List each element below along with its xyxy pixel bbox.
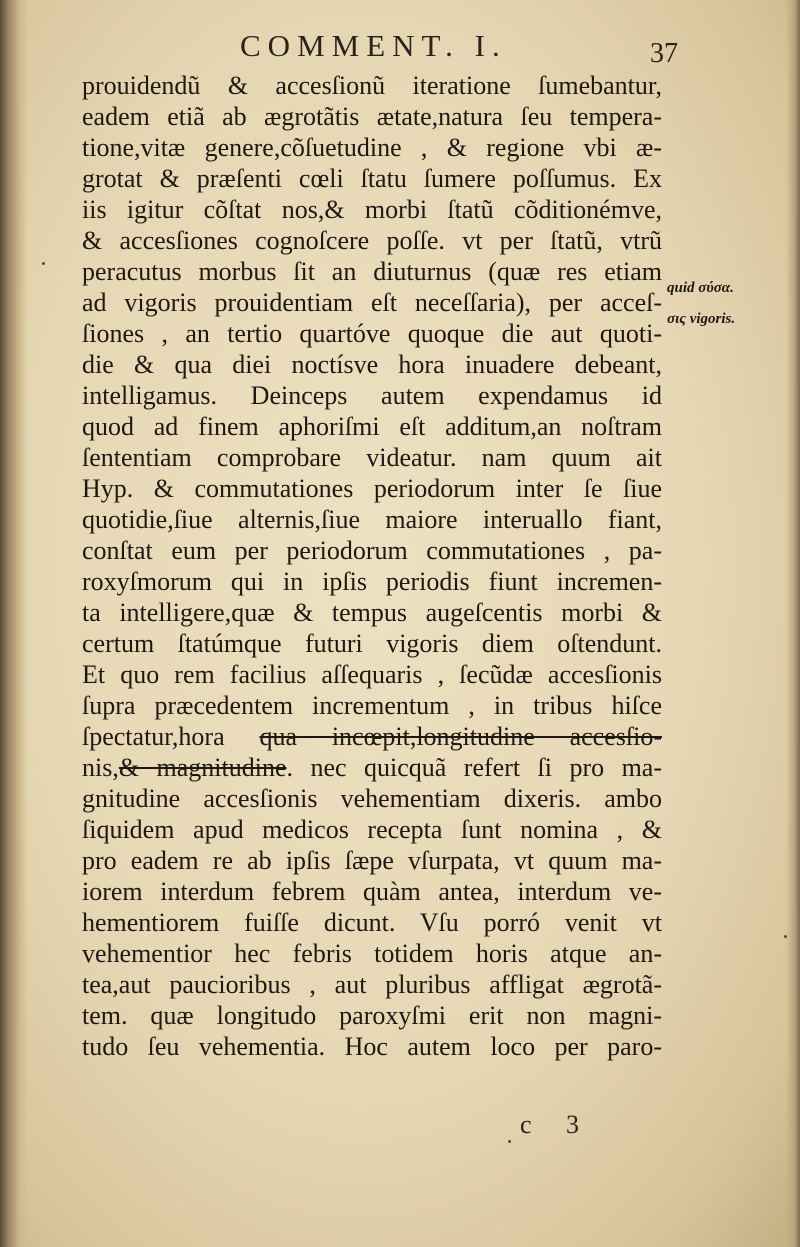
page-edge xyxy=(786,0,800,1247)
text-line: tione,vitæ genere,cõſuetudine , & regione vbi æ- xyxy=(82,133,662,162)
text-line: tea,aut paucioribus , aut pluribus affligat ægrotã- xyxy=(82,970,662,999)
text-segment: ſpectatur,hora xyxy=(82,722,260,751)
running-head: COMMENT. I. xyxy=(240,28,507,63)
text-line: ſententiam comprobare videatur. nam quum ait xyxy=(82,443,662,472)
text-line: die & qua diei noctísve hora inuadere debeant, xyxy=(82,350,662,379)
text-line: iis igitur cõſtat nos,& morbi ſtatũ cõditionémve, xyxy=(82,195,662,224)
text-line: pro eadem re ab ipſis ſæpe vſurpata, vt quum ma- xyxy=(82,846,662,875)
text-line: ad vigoris prouidentiam eſt neceſſaria), per acceſ- xyxy=(82,288,662,317)
text-segment: . nec quicquã refert ſi pro ma- xyxy=(286,753,662,782)
text-line: Hyp. & commutationes periodorum inter ſe ſiue xyxy=(82,474,662,503)
text-line: quotidie,ſiue alternis,ſiue maiore interuallo fiant, xyxy=(82,505,662,534)
text-line: ſiquidem apud medicos recepta ſunt nomina , & xyxy=(82,815,662,844)
text-line: ta intelligere,quæ & tempus augeſcentis morbi & xyxy=(82,598,662,627)
ink-speck xyxy=(784,935,787,938)
page-number: 37 xyxy=(650,38,678,69)
text-line: intelligamus. Deinceps autem expendamus id xyxy=(82,381,662,410)
text-body xyxy=(82,70,662,1062)
text-line: iorem interdum febrem quàm antea, interdum ve- xyxy=(82,877,662,906)
struck-text: & magnitudine xyxy=(118,753,287,782)
margin-note: quid σύσα. xyxy=(667,280,734,296)
text-line: gnitudine accesſionis vehementiam dixeris. ambo xyxy=(82,784,662,813)
text-line: Et quo rem facilius aſſequaris , ſecũdæ accesſionis xyxy=(82,660,662,689)
struck-text: qua incœpit,longitudine accesſio- xyxy=(259,722,662,751)
text-line: conſtat eum per periodorum commutationes , pa- xyxy=(82,536,662,565)
text-line: eadem etiã ab ægrotãtis ætate,natura ſeu tempera- xyxy=(82,102,662,131)
text-line: quod ad finem aphoriſmi eſt additum,an noſtram xyxy=(82,412,662,441)
text-line: tem. quæ longitudo paroxyſmi erit non magni- xyxy=(82,1001,662,1030)
margin-note: σις vigoris. xyxy=(667,311,736,327)
ink-speck xyxy=(42,262,45,265)
text-line-struck xyxy=(82,752,662,783)
text-line: prouidendũ & accesſionũ iteratione ſumebantur, xyxy=(82,71,662,100)
text-line: tudo ſeu vehementia. Hoc autem loco per paro- xyxy=(82,1032,662,1061)
text-line: ſupra præcedentem incrementum , in tribus hiſce xyxy=(82,691,662,720)
text-line: grotat & præſenti cœli ſtatu ſumere poſſumus. Ex xyxy=(82,164,662,193)
text-line: & accesſiones cognoſcere poſſe. vt per ſtatũ, vtrũ xyxy=(82,226,662,255)
ink-speck xyxy=(508,1140,511,1143)
text-line: ſiones , an tertio quartóve quoque die aut quoti- xyxy=(82,319,662,348)
binding-gutter xyxy=(0,0,28,1247)
text-line: roxyſmorum qui in ipſis periodis fiunt incremen- xyxy=(82,567,662,596)
text-line: certum ſtatúmque futuri vigoris diem oſtendunt. xyxy=(82,629,662,658)
text-line: peracutus morbus ſit an diuturnus (quæ res etiam xyxy=(82,257,662,286)
signature-mark: c 3 xyxy=(520,1110,594,1139)
text-line: hementiorem fuiſſe dicunt. Vſu porró venit vt xyxy=(82,908,662,937)
text-line: vehementior hec febris totidem horis atque an- xyxy=(82,939,662,968)
text-line-struck xyxy=(82,721,662,752)
text-segment: nis, xyxy=(82,753,119,782)
